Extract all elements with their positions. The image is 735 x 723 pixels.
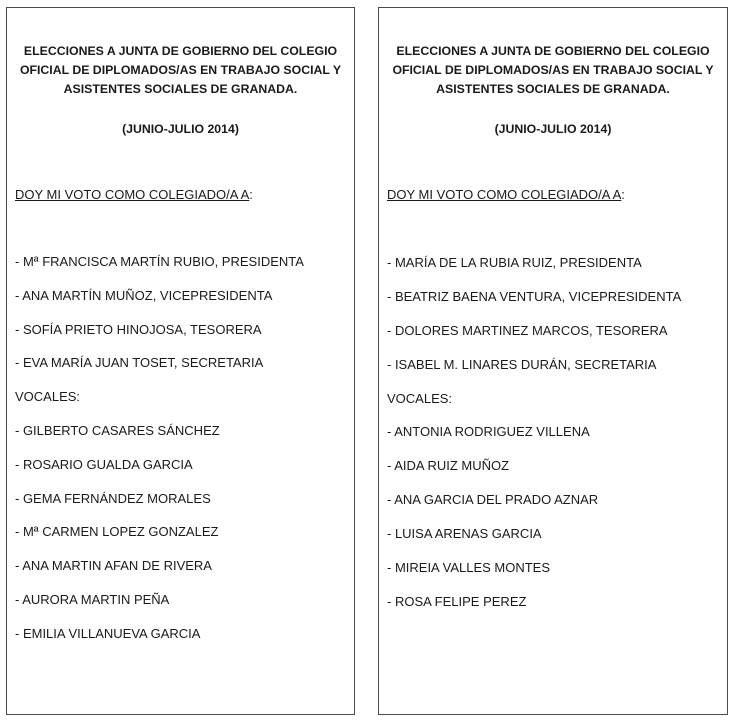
candidate-vocal: - AIDA RUIZ MUÑOZ: [387, 458, 510, 474]
candidate-list: [387, 254, 723, 627]
title-line: ASISTENTES SOCIALES DE GRANADA.: [63, 82, 298, 96]
vote-statement: [15, 186, 253, 204]
candidate-vocal: - GILBERTO CASARES SÁNCHEZ: [15, 422, 220, 438]
vote-statement-text: DOY MI VOTO COMO COLEGIADO/A A: [15, 187, 250, 202]
title-line: ELECCIONES A JUNTA DE GOBIERNO DEL COLEGIO: [23, 44, 338, 58]
candidate-vocal: - GEMA FERNÁNDEZ MORALES: [15, 490, 211, 506]
ballot-title: [7, 42, 354, 99]
title-line: OFICIAL DE DIPLOMADOS/AS EN TRABAJO SOCIAL Y: [19, 63, 342, 77]
title-line: ELECCIONES A JUNTA DE GOBIERNO DEL COLEGIO: [396, 44, 710, 58]
candidate-secretary: - EVA MARÍA JUAN TOSET, SECRETARIA: [15, 355, 264, 371]
candidate-list: [15, 253, 350, 659]
vote-statement: [387, 186, 625, 204]
ballot-title: [379, 42, 727, 99]
candidate-vicepresident: - ANA MARTÍN MUÑOZ, VICEPRESIDENTA: [15, 287, 273, 303]
candidate-president: - Mª FRANCISCA MARTÍN RUBIO, PRESIDENTA: [15, 254, 304, 269]
candidate-vocal: - ANA GARCIA DEL PRADO AZNAR: [387, 492, 599, 508]
candidate-vocal: - Mª CARMEN LOPEZ GONZALEZ: [15, 524, 219, 540]
candidate-secretary: - ISABEL M. LINARES DURÁN, SECRETARIA: [387, 356, 657, 372]
candidate-vocal: - ANA MARTIN AFAN DE RIVERA: [15, 558, 212, 574]
vote-statement-text: DOY MI VOTO COMO COLEGIADO/A A: [387, 187, 622, 202]
title-line: ASISTENTES SOCIALES DE GRANADA.: [436, 82, 670, 96]
candidate-treasurer: - DOLORES MARTINEZ MARCOS, TESORERA: [387, 322, 668, 338]
candidate-vocal: - ROSA FELIPE PEREZ: [387, 593, 527, 609]
candidate-treasurer: - SOFÍA PRIETO HINOJOSA, TESORERA: [15, 321, 262, 337]
election-period: (JUNIO-JULIO 2014): [494, 122, 612, 136]
title-line: OFICIAL DE DIPLOMADOS/AS EN TRABAJO SOCIAL Y: [392, 63, 714, 77]
candidate-vocal: - EMILIA VILLANUEVA GARCIA: [15, 625, 201, 641]
candidate-vicepresident: - BEATRIZ BAENA VENTURA, VICEPRESIDENTA: [387, 288, 682, 304]
candidate-vocal: - MIREIA VALLES MONTES: [387, 560, 551, 576]
vote-statement-colon: :: [249, 187, 253, 202]
candidate-vocal: - ANTONIA RODRIGUEZ VILLENA: [387, 424, 590, 440]
vocales-heading: VOCALES:: [387, 390, 453, 406]
candidate-president: - MARÍA DE LA RUBIA RUIZ, PRESIDENTA: [387, 255, 642, 270]
candidate-vocal: - ROSARIO GUALDA GARCIA: [15, 456, 193, 472]
candidate-vocal: - AURORA MARTIN PEÑA: [15, 591, 170, 607]
vote-statement-colon: :: [621, 187, 625, 202]
candidate-vocal: - LUISA ARENAS GARCIA: [387, 526, 542, 542]
ballot-left: [6, 7, 355, 715]
election-period: (JUNIO-JULIO 2014): [122, 122, 239, 136]
vocales-heading: VOCALES:: [15, 389, 81, 405]
ballot-right: [378, 7, 728, 715]
